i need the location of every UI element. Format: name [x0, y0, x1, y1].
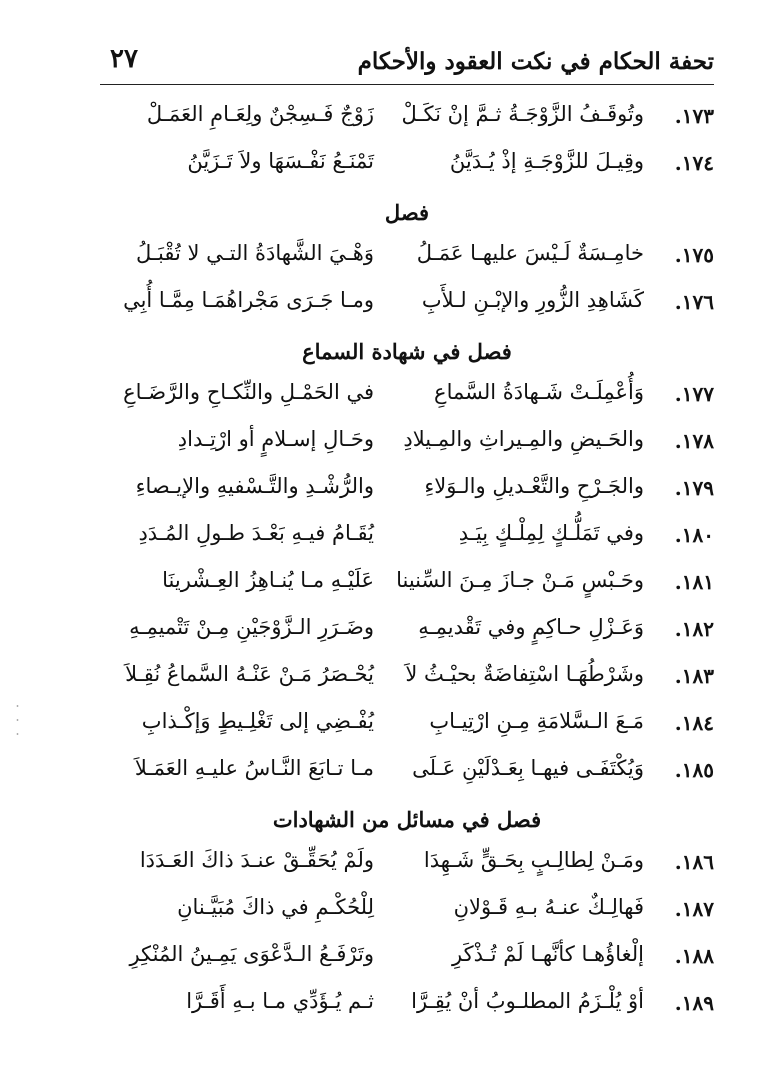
first-hemistich: وَعَـزْلِ حـاكِمٍ وفي تَقْديمِـهِ [418, 615, 644, 639]
first-hemistich: وقِيـلَ للزَّوْجَـةِ إذْ يُـدَيَّنُ [449, 149, 644, 173]
section-heading: فصل في شهادة السماع [302, 339, 512, 364]
second-hemistich: ومـا جَـرَى مَجْراهُمَـا مِمَّـا أُبِي [123, 288, 374, 312]
first-hemistich: والجَـرْحِ والتَّعْـديلِ والـوَلاءِ [424, 474, 644, 498]
second-hemistich: ثـم يُـؤَدِّي مـا بـهِ أَقَـرَّا [186, 989, 374, 1013]
verse-line [100, 374, 714, 421]
second-hemistich: في الحَمْـلِ والنِّكـاحِ والرَّضَـاعِ [123, 380, 374, 404]
book-title: تحفة الحكام في نكت العقود والأحكام [357, 48, 714, 75]
second-hemistich: يُفْـضِي إلى تَغْلِـيطٍ وَإكْـذابِ [141, 709, 374, 733]
section-heading: فصل في مسائل من الشهادات [272, 807, 542, 832]
first-hemistich: إلْغاؤُهـا كأنَّهـا لَمْ تُـذْكَرِ [451, 942, 644, 966]
page-number: ٢٧ [110, 44, 138, 74]
verse-number: ١٨١. [674, 570, 714, 594]
verse-number: ١٨٧. [674, 897, 714, 921]
verse-line [100, 282, 714, 329]
verse-number: ١٧٨. [674, 429, 714, 453]
second-hemistich: وتَرْفَـعُ الـدَّعْوَى يَمِـينُ المُنْكِرِ [129, 942, 374, 966]
verse-number: ١٧٧. [674, 382, 714, 406]
verse-line [100, 235, 714, 282]
verse-number: ١٨٢. [674, 617, 714, 641]
second-hemistich: زَوْجٌ فَـسِجْنٌ ولِعَـامِ العَمَـلْ [146, 102, 374, 126]
verse-number: ١٧٦. [674, 290, 714, 314]
second-hemistich: ولَمْ يُحَقِّـقْ عنـدَ ذاكَ العَـدَدَا [139, 848, 374, 872]
first-hemistich: وتُوقَـفُ الزَّوْجَـةُ ثـمَّ إنْ نَكَـلْ [401, 102, 644, 126]
verse-number: ١٧٩. [674, 476, 714, 500]
first-hemistich: فَهالِـكٌ عنـهُ بـهِ قَـوْلانِ [453, 895, 644, 919]
verse-line [100, 421, 714, 468]
verse-line [100, 936, 714, 983]
verse-number: ١٨٥. [674, 758, 714, 782]
verse-number: ١٨٨. [674, 944, 714, 968]
second-hemistich: يُحْـصَرُ مَـنْ عَنْـهُ السَّماعُ نُقِـلاَ [125, 662, 374, 686]
verse-line [100, 656, 714, 703]
verse-line [100, 96, 714, 143]
verse-line [100, 703, 714, 750]
verse-line [100, 515, 714, 562]
second-hemistich: وَهْـيَ الشَّهادَةُ التـي لا تُقْبَـلُ [135, 241, 374, 265]
first-hemistich: مَـعَ الـسَّلامَةِ مِـنِ ارْتِيـابِ [429, 709, 644, 733]
verse-line [100, 983, 714, 1030]
second-hemistich: والرُّشْـدِ والتَّـسْفيهِ والإيـصاءِ [135, 474, 374, 498]
verse-number: ١٧٥. [674, 243, 714, 267]
second-hemistich: تَمْنَـعُ نَفْـسَهَا ولاَ تَـزَيَّنُ [187, 149, 374, 173]
verse-number: ١٨٩. [674, 991, 714, 1015]
poem-body [100, 96, 714, 1030]
verse-line [100, 750, 714, 797]
first-hemistich: أوْ يُلْـزَمُ المطلـوبُ أنْ يُقِـرَّا [411, 989, 644, 1013]
second-hemistich: مـا تـابَعَ النَّـاسُ عليـهِ العَمَـلاَ [134, 756, 374, 780]
second-hemistich: وحَـالِ إسـلامٍ أو ارْتِـدادِ [177, 427, 374, 451]
first-hemistich: وشَرْطُهَـا اسْتِفاضَةٌ بحيْـثُ لاَ [405, 662, 644, 686]
verse-line [100, 562, 714, 609]
second-hemistich: عَلَيْـهِ مـا يُنـاهِزُ العِـشْرينَا [162, 568, 374, 592]
second-hemistich: وضَـرَرِ الـزَّوْجَيْنِ مِـنْ تَتْميمِـهِ [129, 615, 374, 639]
verse-line [100, 889, 714, 936]
first-hemistich: خامِـسَةٌ لَـيْسَ عليهـا عَمَـلُ [416, 241, 644, 265]
verse-number: ١٨٣. [674, 664, 714, 688]
first-hemistich: وفي تَمَلُّـكٍ لِمِلْـكٍ بِيَـدِ [458, 521, 644, 545]
second-hemistich: لِلْحُكْـمِ في ذاكَ مُبَيَّـنانِ [177, 895, 374, 919]
first-hemistich: ومَـنْ لِطالِـبٍ بِحَـقٍّ شَـهِدَا [423, 848, 644, 872]
verse-line [100, 468, 714, 515]
first-hemistich: والحَـيضِ والمِـيراثِ والمِـيلادِ [403, 427, 644, 451]
scan-speck-mark [16, 700, 19, 740]
verse-line [100, 609, 714, 656]
page-header [100, 40, 714, 85]
section-heading: فصل [384, 200, 430, 225]
first-hemistich: وَأُعْمِلَـتْ شَـهادَةُ السَّماعِ [434, 380, 644, 404]
first-hemistich: كَشَاهِدِ الزُّورِ والإبْـنِ لـلأَبِ [421, 288, 644, 312]
verse-number: ١٨٠. [674, 523, 714, 547]
verse-line [100, 143, 714, 190]
verse-number: ١٨٦. [674, 850, 714, 874]
first-hemistich: وحَـبْسٍ مَـنْ جـازَ مِـنَ السِّنينا [396, 568, 644, 592]
verse-line [100, 842, 714, 889]
verse-number: ١٧٣. [674, 104, 714, 128]
verse-number: ١٧٤. [674, 151, 714, 175]
verse-number: ١٨٤. [674, 711, 714, 735]
first-hemistich: وَيُكْتَفَـى فيهـا بِعَـدْلَيْنِ عَـلَى [412, 756, 644, 780]
second-hemistich: يُقَـامُ فيـهِ بَعْـدَ طـولِ المُـدَدِ [138, 521, 374, 545]
